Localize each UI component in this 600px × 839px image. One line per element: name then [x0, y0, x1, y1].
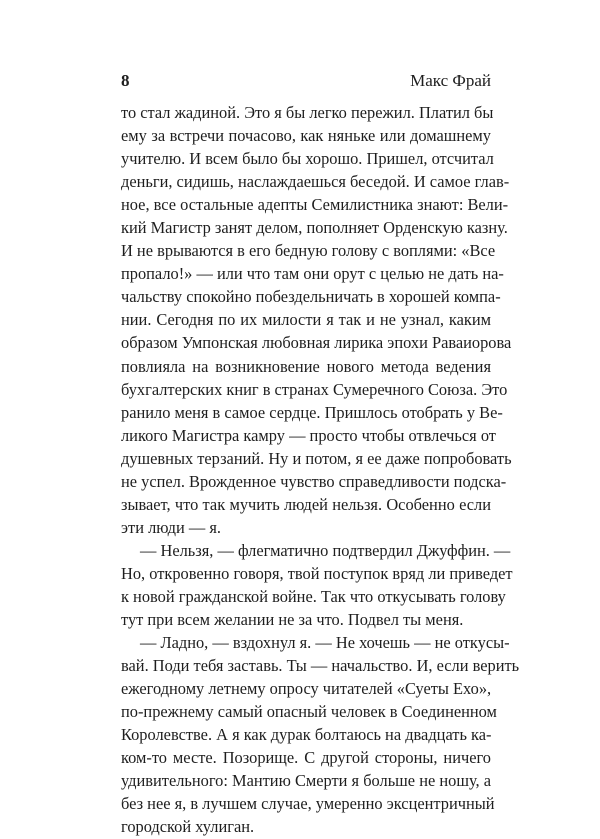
text-line: пропало!» — или что там они орут с целью не дать на-	[121, 264, 504, 284]
text-line: зывает, что так мучить людей нельзя. Особенно если	[121, 494, 491, 514]
text-line: ликого Магистра камру — просто чтобы отвлечься от	[121, 425, 496, 445]
text-line: то стал жадиной. Это я бы легко пережил. Платил бы	[121, 103, 494, 122]
header-author: Макс Фрай	[410, 71, 491, 90]
text-line: чальству спокойно побездельничать в хорошей компа-	[121, 287, 501, 307]
text-line: вай. Поди тебя заставь. Ты — начальство. И, если верить	[121, 656, 520, 676]
text-line: ком-то месте. Позорище. С другой стороны, ничего	[121, 748, 491, 768]
text-line: деньги, сидишь, наслаждаешься беседой. И самое глав-	[121, 172, 510, 192]
text-line: к новой гражданской войне. Так что откусывать голову	[121, 586, 506, 606]
paragraph	[121, 539, 513, 631]
text-line: Королевстве. А я как дурак болтаюсь на двадцать ка-	[121, 725, 492, 745]
running-head	[121, 70, 491, 92]
text-line: тут при всем желании не за что. Подвел ты меня.	[121, 610, 464, 630]
text-line: — Нельзя, — флегматично подтвердил Джуффин. —	[140, 540, 511, 560]
page-number: 8	[121, 71, 130, 90]
text-line: И не врываются в его бедную голову с воплями: «Все	[121, 241, 496, 261]
paragraph	[121, 101, 512, 539]
text-line: Но, откровенно говоря, твой поступок вряд ли приведет	[121, 563, 513, 583]
text-line: ежегодному летнему опросу читателей «Суеты Ехо»,	[121, 679, 492, 699]
text-line: — Ладно, — вздохнул я. — Не хочешь — не откусы-	[140, 633, 510, 653]
text-line: душевных терзаний. Ну и потом, я ее даже попробовать	[121, 448, 512, 468]
body-text	[121, 101, 520, 839]
text-line: повлияла на возникновение нового метода ведения	[121, 356, 491, 376]
text-line: образом Умпонская любовная лирика эпохи Раваиорова	[121, 333, 512, 353]
text-line: ранило меня в самое сердце. Пришлось отобрать у Ве-	[121, 402, 503, 422]
text-line: не успел. Врожденное чувство справедливости подска-	[121, 471, 507, 491]
text-line: нии. Сегодня по их милости я так и не узнал, каким	[121, 310, 491, 330]
text-line: без нее я, в лучшем случае, умеренно эксцентричный	[121, 794, 495, 814]
text-line: ное, все остальные адепты Семилистника знают: Вели-	[121, 195, 509, 215]
text-line: кий Магистр занят делом, пополняет Орденскую казну.	[121, 218, 508, 238]
text-line: городской хулиган.	[121, 817, 255, 837]
text-line: ему за встречи почасово, как няньке или домашнему	[121, 126, 491, 146]
text-line: бухгалтерских книг в странах Сумеречного Союза. Это	[121, 379, 508, 399]
text-line: удивительного: Мантию Смерти я больше не ношу, а	[121, 771, 491, 791]
text-line: по-прежнему самый опасный человек в Соединенном	[121, 702, 497, 722]
text-line: учителю. И всем было бы хорошо. Пришел, отсчитал	[121, 149, 494, 169]
paragraph	[121, 631, 520, 838]
text-line: эти люди — я.	[121, 517, 221, 537]
